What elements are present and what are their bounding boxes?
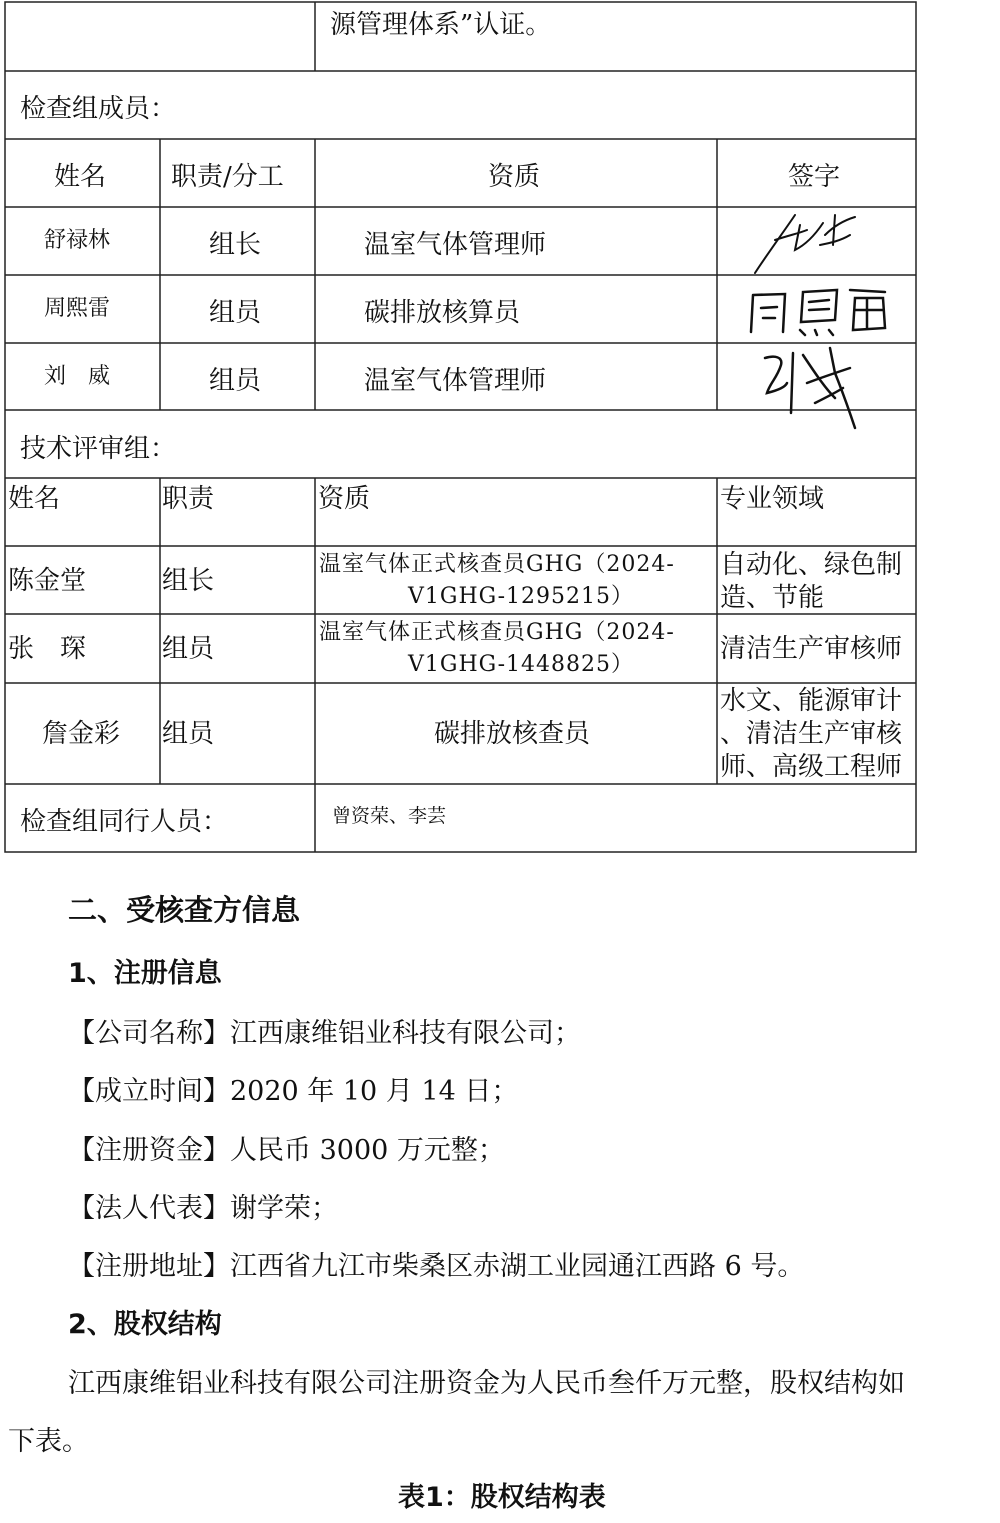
reviewer-qualification-line1: 温室气体正式核查员GHG（2024-: [319, 620, 675, 645]
info-row-legal-rep: [68, 1195, 338, 1222]
member-name: 周熙雷: [44, 296, 111, 321]
reviewer-header-role: 职责: [162, 484, 215, 514]
member-header-qualification: 资质: [488, 162, 541, 192]
reviewer-role: 组员: [162, 634, 215, 664]
member-qualification: 温室气体管理师: [364, 366, 547, 396]
member-header-role: 职责/分工: [171, 162, 284, 192]
reviewer-header-qualification: 资质: [318, 484, 371, 514]
accompany-value: 曾资荣、李芸: [332, 805, 447, 827]
signature-2: [745, 280, 895, 342]
inspection-group-label: 检查组成员：: [20, 94, 177, 124]
reviewer-field-line1: 自动化、绿色制: [720, 550, 903, 580]
member-role: 组长: [209, 230, 262, 260]
reviewer-qualification-line2: V1GHG-1448825）: [408, 652, 635, 677]
info-value: 谢学荣；: [230, 1193, 338, 1224]
reviewer-field-line1: 水文、能源审计: [720, 686, 903, 716]
info-value: 江西省九江市柴桑区赤湖工业园通江西路 6 号。: [230, 1251, 805, 1282]
signature-1: [745, 205, 865, 280]
top-cell-text: 源管理体系”认证。: [330, 10, 552, 40]
info-key: 【公司名称】: [68, 1018, 230, 1049]
member-qualification: 碳排放核算员: [364, 298, 521, 328]
info-row-established: [68, 1078, 518, 1105]
reviewer-qualification-line1: 温室气体正式核查员GHG（2024-: [319, 552, 675, 577]
reviewer-header-field: 专业领域: [720, 484, 825, 514]
member-role: 组员: [209, 298, 262, 328]
info-key: 【成立时间】: [68, 1076, 230, 1107]
reviewer-field-line1: 清洁生产审核师: [720, 634, 903, 664]
member-qualification: 温室气体管理师: [364, 230, 547, 260]
equity-paragraph-line2: 下表。: [8, 1426, 89, 1457]
info-row-company: [68, 1020, 581, 1047]
reviewer-qualification-line2: V1GHG-1295215）: [408, 584, 635, 609]
subsection-heading-registration: 1、注册信息: [68, 958, 222, 989]
info-value: 江西康维铝业科技有限公司；: [230, 1018, 581, 1049]
reviewer-role: 组长: [162, 566, 215, 596]
reviewer-header-name: 姓名: [8, 484, 61, 514]
signature-3: [755, 343, 865, 433]
info-value: 2020 年 10 月 14 日；: [230, 1076, 519, 1107]
member-name: 刘 威: [44, 364, 111, 389]
reviewer-role: 组员: [162, 719, 215, 749]
reviewer-qualification-line1: 碳排放核查员: [434, 719, 591, 749]
reviewer-name: 张 琛: [8, 634, 87, 664]
reviewer-field-line2: 、清洁生产审核: [720, 719, 903, 749]
info-row-address: [68, 1253, 804, 1280]
member-header-name: 姓名: [54, 162, 107, 192]
table-caption: 表1：股权结构表: [398, 1482, 606, 1513]
subsection-heading-equity: 2、股权结构: [68, 1309, 222, 1340]
info-value: 人民币 3000 万元整；: [230, 1135, 505, 1166]
member-name: 舒禄林: [44, 228, 111, 253]
member-role: 组员: [209, 366, 262, 396]
reviewer-field-line2: 造、节能: [720, 583, 825, 613]
equity-paragraph-line1: 江西康维铝业科技有限公司注册资金为人民币叁仟万元整，股权结构如: [68, 1368, 905, 1399]
accompany-label: 检查组同行人员：: [20, 807, 229, 837]
info-key: 【注册地址】: [68, 1251, 230, 1282]
member-header-signature: 签字: [788, 162, 841, 192]
reviewer-name: 詹金彩: [42, 719, 121, 749]
info-key: 【法人代表】: [68, 1193, 230, 1224]
tech-review-label: 技术评审组：: [20, 434, 177, 464]
section-heading: 二、受核查方信息: [68, 893, 301, 927]
reviewer-name: 陈金堂: [8, 566, 87, 596]
info-row-capital: [68, 1137, 505, 1164]
info-key: 【注册资金】: [68, 1135, 230, 1166]
reviewer-field-line3: 师、高级工程师: [720, 752, 903, 782]
